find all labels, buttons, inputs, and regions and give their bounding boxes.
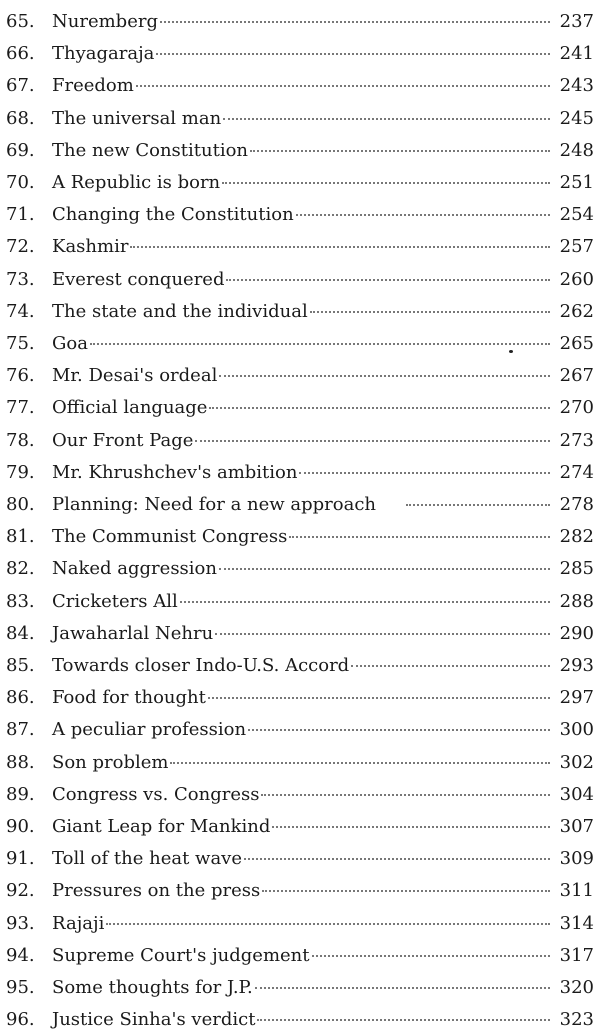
dot-leader <box>406 504 550 506</box>
dot-leader <box>223 118 550 120</box>
toc-entry-title: The universal man <box>52 107 222 129</box>
toc-entry-number: 73. <box>6 268 35 290</box>
toc-entry-page: 254 <box>559 204 594 226</box>
toc-entry <box>0 618 600 650</box>
toc-entry-title: Towards closer Indo-U.S. Accord <box>52 655 350 676</box>
toc-entry <box>0 457 600 489</box>
toc-entry-number: 87. <box>6 719 35 741</box>
dot-leader <box>248 729 550 731</box>
dot-leader <box>250 150 550 152</box>
toc-entry-number: 66. <box>6 43 35 65</box>
toc-entry-number: 95. <box>6 977 35 998</box>
dot-leader <box>215 633 550 635</box>
toc-entry <box>0 392 600 424</box>
toc-entry-title: Official language <box>52 397 208 419</box>
dot-leader <box>296 214 550 216</box>
dot-leader <box>219 568 550 570</box>
toc-entry <box>0 6 600 38</box>
toc-entry-title: Changing the Constitution <box>52 204 294 226</box>
toc-entry-title: Giant Leap for Mankind <box>52 816 271 837</box>
toc-entry <box>0 103 600 135</box>
dot-leader <box>195 440 550 442</box>
toc-entry-title: Cricketers All <box>52 590 178 612</box>
toc-entry-page: 267 <box>559 365 594 387</box>
dot-leader <box>310 311 550 313</box>
toc-entry <box>0 972 600 1004</box>
toc-entry-title: The new Constitution <box>52 139 249 161</box>
toc-entry-number: 86. <box>6 687 35 709</box>
dot-leader <box>244 858 550 860</box>
dot-leader <box>261 794 550 796</box>
toc-entry <box>0 425 600 457</box>
toc-entry <box>0 682 600 714</box>
toc-entry-page: 293 <box>559 655 594 676</box>
toc-entry <box>0 714 600 746</box>
dot-leader <box>209 407 550 409</box>
toc-entry <box>0 586 600 618</box>
toc-entry <box>0 296 600 328</box>
toc-entry-page: 290 <box>559 622 594 644</box>
toc-entry-page: 282 <box>559 526 594 548</box>
toc-entry-number: 85. <box>6 655 35 676</box>
toc-entry-page: 251 <box>559 172 594 193</box>
toc-entry <box>0 1004 600 1036</box>
toc-entry <box>0 811 600 843</box>
toc-entry-page: 260 <box>559 268 594 290</box>
toc-entry-title: Our Front Page <box>52 429 194 451</box>
toc-entry-title: Naked aggression <box>52 558 217 580</box>
toc-entry-number: 67. <box>6 75 35 97</box>
toc-entry-title: Planning: Need for a new approach <box>52 494 377 515</box>
toc-entry <box>0 264 600 296</box>
toc-entry-page: 304 <box>559 783 594 805</box>
toc-entry <box>0 199 600 231</box>
toc-entry-title: Toll of the heat wave <box>52 848 242 870</box>
toc-entry-page: 307 <box>559 816 594 837</box>
toc-entry <box>0 70 600 102</box>
toc-entry-title: A peculiar profession <box>52 719 247 741</box>
dot-leader <box>136 85 550 87</box>
toc-entry-page: 262 <box>559 300 594 322</box>
toc-entry <box>0 553 600 585</box>
toc-entry-number: 91. <box>6 848 35 870</box>
toc-entry <box>0 167 600 199</box>
toc-entry-page: 320 <box>559 977 594 998</box>
toc-entry-title: Food for thought <box>52 687 206 709</box>
dot-leader <box>351 665 550 667</box>
toc-entry-title: Pressures on the press <box>52 880 261 902</box>
toc-entry <box>0 650 600 682</box>
toc-entry-page: 302 <box>559 751 594 773</box>
toc-entry-number: 82. <box>6 558 35 580</box>
toc-entry-page: 270 <box>559 397 594 419</box>
toc-entry <box>0 328 600 360</box>
toc-entry-number: 74. <box>6 300 35 322</box>
toc-entry-number: 75. <box>6 333 35 354</box>
toc-entry-number: 68. <box>6 107 35 129</box>
dot-leader <box>156 53 550 55</box>
toc-entry-title: Mr. Desai's ordeal <box>52 365 218 387</box>
toc-entry-number: 70. <box>6 172 35 193</box>
dot-leader <box>272 826 550 828</box>
toc-entry-page: 314 <box>559 912 594 934</box>
dot-leader <box>312 955 550 957</box>
toc-entry-number: 96. <box>6 1009 35 1031</box>
toc-entry-number: 90. <box>6 816 35 837</box>
dot-leader <box>226 279 550 281</box>
toc-entry-page: 274 <box>559 461 594 483</box>
toc-entry-title: Freedom <box>52 75 134 97</box>
toc-entry-page: 278 <box>559 494 594 515</box>
dot-leader <box>289 536 550 538</box>
toc-entry-number: 65. <box>6 11 35 32</box>
toc-entry-number: 78. <box>6 429 35 451</box>
toc-entry-page: 288 <box>559 590 594 612</box>
toc-entry-title: The state and the individual <box>52 300 308 322</box>
dot-leader <box>106 923 550 925</box>
dot-leader <box>90 343 550 345</box>
toc-entry-number: 88. <box>6 751 35 773</box>
dot-leader <box>262 890 550 892</box>
toc-entry-page: 245 <box>559 107 594 129</box>
toc-entry-title: Goa <box>52 333 88 354</box>
dot-leader <box>299 472 550 474</box>
toc-entry-number: 92. <box>6 880 35 902</box>
toc-entry <box>0 875 600 907</box>
toc-entry-number: 94. <box>6 944 35 966</box>
toc-entry <box>0 521 600 553</box>
toc-entry-number: 93. <box>6 912 35 934</box>
toc-entry-number: 76. <box>6 365 35 387</box>
toc-entry <box>0 908 600 940</box>
toc-entry-page: 237 <box>559 11 594 32</box>
toc-entry-title: Kashmir <box>52 236 129 258</box>
dot-leader <box>257 1019 550 1021</box>
toc-entry-number: 89. <box>6 783 35 805</box>
toc-entry-number: 80. <box>6 494 35 515</box>
toc-entry-title: Rajaji <box>52 912 105 934</box>
toc-entry-page: 317 <box>559 944 594 966</box>
toc-entry-number: 69. <box>6 139 35 161</box>
dot-leader <box>160 21 550 23</box>
toc-entry <box>0 843 600 875</box>
toc-entry <box>0 38 600 70</box>
toc-entry-title: Nuremberg <box>52 11 158 32</box>
toc-entry <box>0 747 600 779</box>
dot-leader <box>219 375 550 377</box>
toc-entry-page: 241 <box>559 43 594 65</box>
toc-entry-page: 297 <box>559 687 594 709</box>
dot-leader <box>222 182 550 184</box>
toc-entry <box>0 135 600 167</box>
toc-entry <box>0 231 600 263</box>
toc-entry-title: Some thoughts for J.P. <box>52 977 253 998</box>
toc-entry-title: Son problem <box>52 751 169 773</box>
toc-entry-page: 309 <box>559 848 594 870</box>
toc-entry-title: A Republic is born <box>52 172 221 193</box>
dot-leader <box>170 762 550 764</box>
toc-entry-page: 323 <box>559 1009 594 1031</box>
toc-entry-page: 273 <box>559 429 594 451</box>
toc-entry-number: 77. <box>6 397 35 419</box>
toc-entry-number: 72. <box>6 236 35 258</box>
toc-entry-number: 83. <box>6 590 35 612</box>
toc-entry-page: 265 <box>559 333 594 354</box>
toc-entry-number: 71. <box>6 204 35 226</box>
toc-entry-title: Mr. Khrushchev's ambition <box>52 461 298 483</box>
dot-leader <box>255 987 550 989</box>
toc-entry-page: 285 <box>559 558 594 580</box>
toc-entry-page: 257 <box>559 236 594 258</box>
toc-entry-title: The Communist Congress <box>52 526 288 548</box>
toc-entry <box>0 360 600 392</box>
toc-entry-title: Congress vs. Congress <box>52 783 260 805</box>
toc-entry-page: 300 <box>559 719 594 741</box>
toc-entry-title: Jawaharlal Nehru <box>52 622 214 644</box>
dot-leader <box>130 246 550 248</box>
toc-entry-page: 248 <box>559 139 594 161</box>
dot-leader <box>208 697 550 699</box>
toc-entry-title: Everest conquered <box>52 268 225 290</box>
toc-entry-page: 243 <box>559 75 594 97</box>
toc-entry-title: Thyagaraja <box>52 43 155 65</box>
toc-entry <box>0 489 600 521</box>
toc-entry-title: Supreme Court's judgement <box>52 944 310 966</box>
toc-entry-number: 79. <box>6 461 35 483</box>
toc-entry-page: 311 <box>559 880 594 902</box>
toc-entry-number: 84. <box>6 622 35 644</box>
toc-entry <box>0 940 600 972</box>
toc-entry <box>0 779 600 811</box>
dot-leader <box>180 601 550 603</box>
toc-entry-number: 81. <box>6 526 35 548</box>
toc-entry-title: Justice Sinha's verdict <box>52 1009 256 1031</box>
